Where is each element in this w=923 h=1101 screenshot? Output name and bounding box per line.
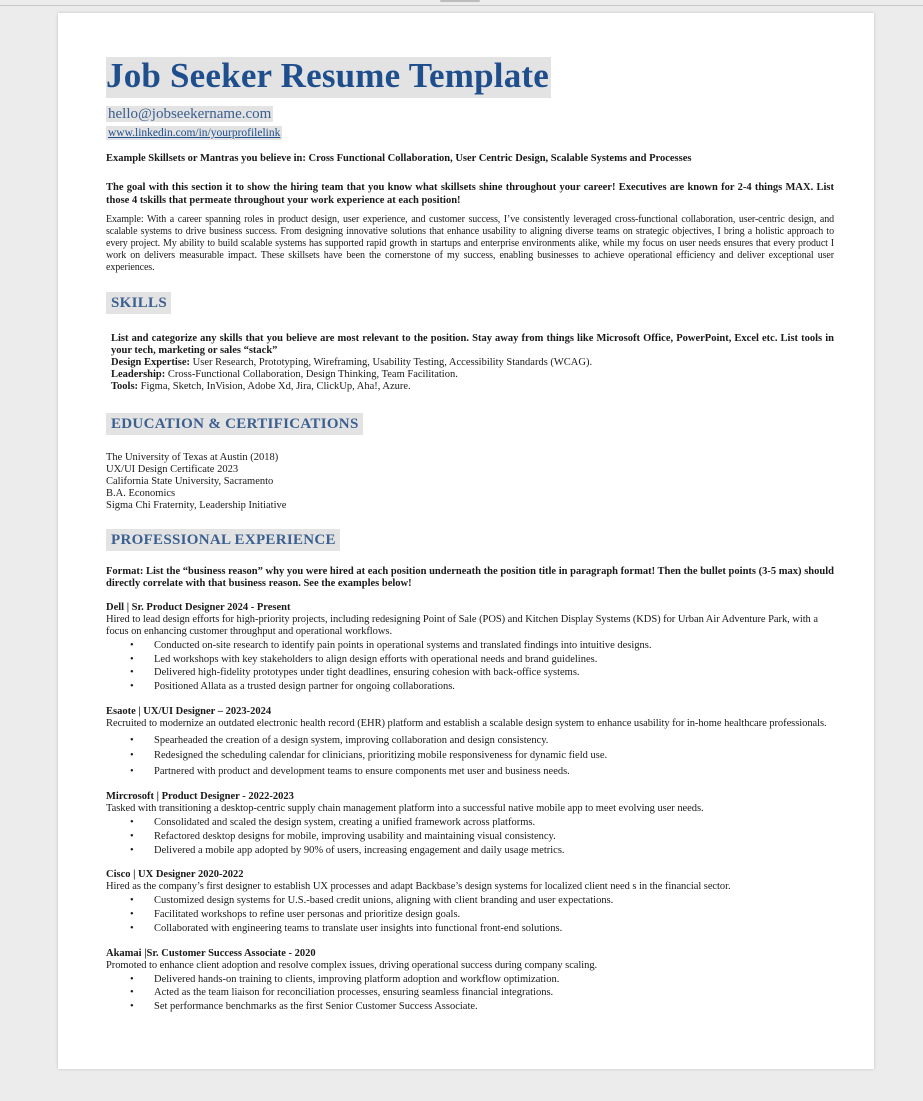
experience-heading: PROFESSIONAL EXPERIENCE [106,529,340,551]
job-bullets [106,894,834,935]
job-bullet: • Customized design systems for U.S.-based credit unions, aligning with client branding and user expectations. [154,894,834,908]
education-line: B.A. Economics [106,488,176,499]
job-bullet: • Conducted on-site research to identify pain points in operational systems and translated findings into intuitive designs. [154,639,834,653]
skill-value: Cross-Functional Collaboration, Design Thinking, Team Facilitation. [165,369,458,380]
linkedin-link[interactable]: www.linkedin.com/in/yourprofilelink [108,127,281,139]
job-title: Mircrosoft | Product Designer - 2022-2023 [106,791,294,803]
example-paragraph: Example: With a career spanning roles in product design, user experience, and customer success, I’ve consistently leveraged cross-functional collaboration, user-centric design, and scalable systems to drive business success. From designing innovative solutions that enhance usability to aligning diverse teams on strategic objectives, I bring a holistic approach to every project. My ability to build scalable systems has supported rapid growth in startups and enterprise environments alike, while my focus on user needs ensures that every product I work on delivers measurable impact. These skillsets have been the cornerstone of my success, enabling businesses to achieve operational efficiency and deliver exceptional user experiences. [106,214,834,273]
job-bullets [106,639,834,694]
job-bullet: • Redesigned the scheduling calendar for clinicians, prioritizing mobile responsiveness for dynamic field use. [154,748,834,764]
resume-content [106,57,834,1014]
job-title: Esaote | UX/UI Designer – 2023-2024 [106,705,272,717]
job-bullet: • Delivered hands-on training to clients, improving platform adoption and workflow optimization. [154,973,834,987]
window-top-border [0,5,923,6]
skillsets-line: Example Skillsets or Mantras you believe in: Cross Functional Collaboration, User Centric Design, Scalable Systems and Processes [106,153,692,164]
job-entry [106,602,834,694]
job-title: Akamai |Sr. Customer Success Associate - 2020 [106,947,316,959]
skill-label: Tools: [111,381,139,392]
job-entry [106,869,834,935]
job-bullet: • Collaborated with engineering teams to translate user insights into functional front-end solutions. [154,922,834,936]
job-bullet: • Set performance benchmarks as the first Senior Customer Success Associate. [154,1000,834,1014]
job-bullet: • Acted as the team liaison for reconciliation processes, ensuring seamless financial integrations. [154,986,834,1000]
education-line: California State University, Sacramento [106,476,274,487]
job-description: Recruited to modernize an outdated electronic health record (EHR) platform and establish a scalable design system to enhance usability for in-home healthcare professionals. [106,717,827,729]
skill-value: User Research, Prototyping, Wireframing, Usability Testing, Accessibility Standards (WCAG). [190,357,593,368]
job-entry [106,706,834,780]
document-page [58,13,874,1069]
job-description: Tasked with transitioning a desktop-centric supply chain management platform into a successful native mobile app to meet evolving user needs. [106,803,704,815]
job-entry [106,791,834,857]
skill-value: Figma, Sketch, InVision, Adobe Xd, Jira, ClickUp, Aha!, Azure. [138,381,411,392]
skill-label: Leadership: [111,369,166,380]
job-bullet: • Delivered a mobile app adopted by 90% of users, increasing engagement and daily usage metrics. [154,844,834,858]
skill-line [111,357,834,369]
job-bullet: • Delivered high-fidelity prototypes under tight deadlines, ensuring cohesion with back-office systems. [154,666,834,680]
education-line: Sigma Chi Fraternity, Leadership Initiative [106,500,287,511]
skill-line [111,381,834,393]
experience-section [106,529,834,551]
skills-section [106,292,834,314]
skills-intro: List and categorize any skills that you believe are most relevant to the position. Stay away from things like Microsoft Office, PowerPoint, Excel etc. List tools in your tech, marketing or sales “stack” [111,333,834,356]
job-bullets [106,733,834,780]
job-title: Cisco | UX Designer 2020-2022 [106,869,244,881]
education-section [106,413,834,435]
job-description: Promoted to enhance client adoption and resolve complex issues, driving operational success during company scaling. [106,959,598,971]
resume-title: Job Seeker Resume Template [106,57,551,98]
job-entry [106,948,834,1014]
job-bullet: • Facilitated workshops to refine user personas and prioritize design goals. [154,908,834,922]
education-list [106,452,834,512]
job-bullets [106,973,834,1014]
education-heading: EDUCATION & CERTIFICATIONS [106,413,363,435]
email-text: hello@jobseekername.com [108,106,272,122]
job-bullet: • Spearheaded the creation of a design system, improving collaboration and design consistency. [154,733,834,749]
skills-block [106,333,834,393]
job-bullets [106,816,834,857]
job-bullet: • Led workshops with key stakeholders to align design efforts with operational needs and brand guidelines. [154,653,834,667]
window-drag-handle[interactable] [440,0,480,2]
job-title: Dell | Sr. Product Designer 2024 - Present [106,602,291,613]
skill-label: Design Expertise: [111,357,191,368]
experience-format-note: Format: List the “business reason” why you were hired at each position underneath the position title in paragraph format! Then the bullet points (3-5 max) should directly correlate with that business reason. See the examples below! [106,566,834,589]
job-description: Hired to lead design efforts for high-priority projects, including redesigning Point of Sale (POS) and Kitchen Display Systems (KDS) for Urban Air Adventure Park, with a focus on enhancing customer throughput and operational workflows. [106,614,818,637]
job-bullet: • Positioned Allata as a trusted design partner for ongoing collaborations. [154,680,834,694]
skills-heading: SKILLS [106,292,171,314]
job-description: Hired as the company’s first designer to establish UX processes and adapt Backbase’s design systems for localized client need s in the financial sector. [106,881,731,893]
job-bullet: • Refactored desktop designs for mobile, improving usability and maintaining visual consistency. [154,830,834,844]
education-line: UX/UI Design Certificate 2023 [106,464,239,475]
job-bullet: • Consolidated and scaled the design system, creating a unified framework across platforms. [154,816,834,830]
goal-paragraph: The goal with this section it to show the hiring team that you know what skillsets shine throughout your career! Executives are known for 2-4 things MAX. List those 4 tskills that permeate throughout your work experience at each position! [106,182,834,206]
education-line: The University of Texas at Austin (2018) [106,452,279,463]
skill-line [111,369,834,381]
job-bullet: • Partnered with product and development teams to ensure components met user and business needs. [154,764,834,780]
